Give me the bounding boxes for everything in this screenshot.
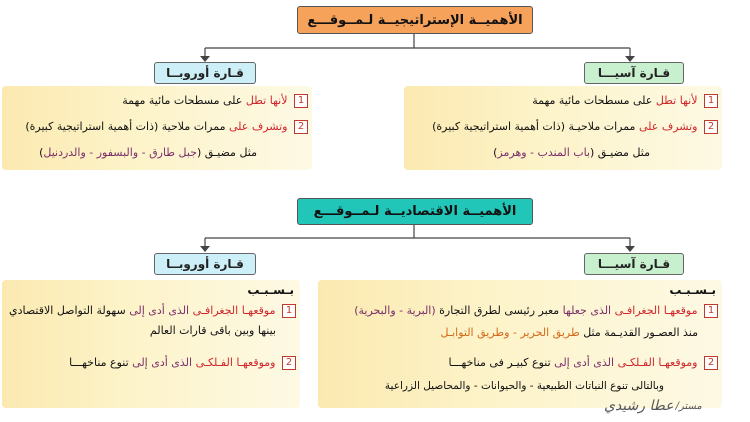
- economic-asia-item-1-line-2: [441, 326, 698, 339]
- highlight-text: وموقعهـا الفـلكـى: [617, 356, 698, 369]
- item-text: على مسطحات مائية مهمة: [122, 94, 243, 107]
- signature-name: عطا رشيدي: [604, 398, 674, 414]
- example-suffix: ): [493, 146, 498, 159]
- highlight-text: لأنها تطل: [655, 94, 698, 107]
- example-names: جبل طارق - والبسفور - والدردنيل: [43, 146, 198, 159]
- route-names: طريق الحرير - وطريق التوابـل: [440, 326, 580, 339]
- signature: [604, 394, 748, 418]
- strategic-europe-item-1: [122, 94, 308, 108]
- number-badge: 1: [282, 304, 296, 318]
- example-names: باب المندب - وهرمز: [497, 146, 591, 159]
- number-badge: 1: [704, 304, 718, 318]
- item-text: معبر رئيسى لطرق التجارة: [439, 304, 560, 317]
- economic-asia-label: قـارة آسيـــا: [584, 253, 684, 275]
- item-text: تنوع كبيـر فى مناخهـــا: [448, 356, 551, 369]
- example-prefix: مثل مضيـق (: [197, 146, 257, 159]
- highlight-text: موقعهـا الجغرافـى: [614, 304, 698, 317]
- economic-europe-item-1: [9, 304, 296, 318]
- economic-europe-item-1-line-2: بينها وبين باقى قارات العالم: [149, 324, 276, 337]
- connector-text: الذى أدى إلى: [129, 304, 190, 317]
- item-text: ممرات ملاحية (ذات أهمية استراتيجية كبيرة): [25, 120, 226, 133]
- economic-europe-cause: بـسـبـب: [247, 283, 294, 297]
- trade-routes: (البرية - والبحرية): [354, 304, 436, 317]
- item-text: على مسطحات مائية مهمة: [532, 94, 653, 107]
- item-text: منذ العصـور القديـمة مثل: [583, 326, 698, 339]
- strategic-asia-example: [493, 146, 650, 159]
- strategic-title: الأهميــة الإستراتيجيــة لـمــوقـــع: [297, 6, 533, 34]
- item-text: تنوع مناخهـــا: [69, 356, 129, 369]
- connector-text: الذى أدى إلى: [132, 356, 193, 369]
- number-badge: 2: [294, 120, 308, 134]
- strategic-europe-label: قـارة أوروبــا: [154, 62, 256, 84]
- connector-text: الذى أدى إلى: [554, 356, 615, 369]
- strategic-asia-item-1: [532, 94, 718, 108]
- highlight-text: وموقعهـا الفـلكـى: [195, 356, 276, 369]
- economic-title: الأهميــة الاقتصاديــة لـمــوقـــع: [297, 198, 533, 225]
- signature-prefix: مستر/: [675, 400, 702, 412]
- economic-europe-item-2: [69, 356, 296, 370]
- example-suffix: ): [39, 146, 44, 159]
- highlight-text: لأنها تطل: [245, 94, 288, 107]
- number-badge: 2: [704, 356, 718, 370]
- economic-europe-panel: [2, 280, 300, 408]
- economic-asia-item-2: [448, 356, 718, 370]
- economic-europe-label: قـارة أوروبــا: [154, 253, 256, 275]
- highlight-text: وتشرف على: [228, 120, 288, 133]
- strategic-asia-label: قـارة آسيـــا: [584, 62, 684, 84]
- economic-asia-item-1: [354, 304, 718, 318]
- example-prefix: مثل مضيـق (: [590, 146, 650, 159]
- strategic-europe-panel: [2, 86, 312, 170]
- highlight-text: موقعهـا الجغرافـى: [192, 304, 276, 317]
- strategic-asia-item-2: [432, 120, 718, 134]
- economic-asia-item-2-line-2: وبالتالى تنوع النباتات الطبيعية - والحيوانات - والمحاصيل الزراعية: [384, 380, 664, 392]
- number-badge: 1: [294, 94, 308, 108]
- economic-asia-cause: بـسـبـب: [669, 283, 716, 297]
- strategic-europe-example: [39, 146, 257, 159]
- item-text: سهولة التواصل الاقتصادي: [9, 304, 126, 317]
- connector-text: الذى جعلها: [562, 304, 612, 317]
- number-badge: 1: [704, 94, 718, 108]
- highlight-text: وتشرف على: [638, 120, 698, 133]
- economic-asia-panel: [318, 280, 722, 408]
- strategic-asia-panel: [404, 86, 722, 170]
- number-badge: 2: [704, 120, 718, 134]
- item-text: ممرات ملاحيـة (ذات أهمية استراتيجية كبيرة): [432, 120, 636, 133]
- number-badge: 2: [282, 356, 296, 370]
- strategic-europe-item-2: [25, 120, 308, 134]
